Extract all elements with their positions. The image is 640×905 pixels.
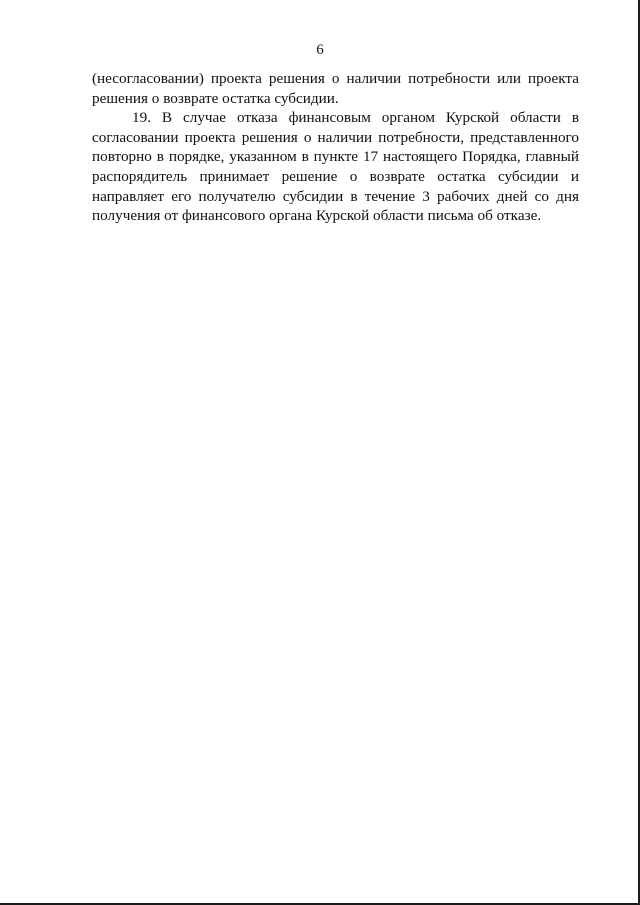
paragraph-item-19: 19. В случае отказа финансовым органом Курской области в согласовании проекта решения о наличии потребности, представленного повторно в порядке, указанном в пункте 17 настоящего Порядка, главный распорядитель принимает решение о возврате остатка субсидии и направляет его получателю субсидии в течение 3 рабочих дней со дня получения от финансового органа Курской области письма об отказе. [92,109,579,225]
page-number: 6 [316,42,324,58]
document-body [92,69,579,226]
paragraph-continuation: (несогласовании) проекта решения о наличии потребности или проекта решения о возврате остатка субсидии. [92,70,579,107]
